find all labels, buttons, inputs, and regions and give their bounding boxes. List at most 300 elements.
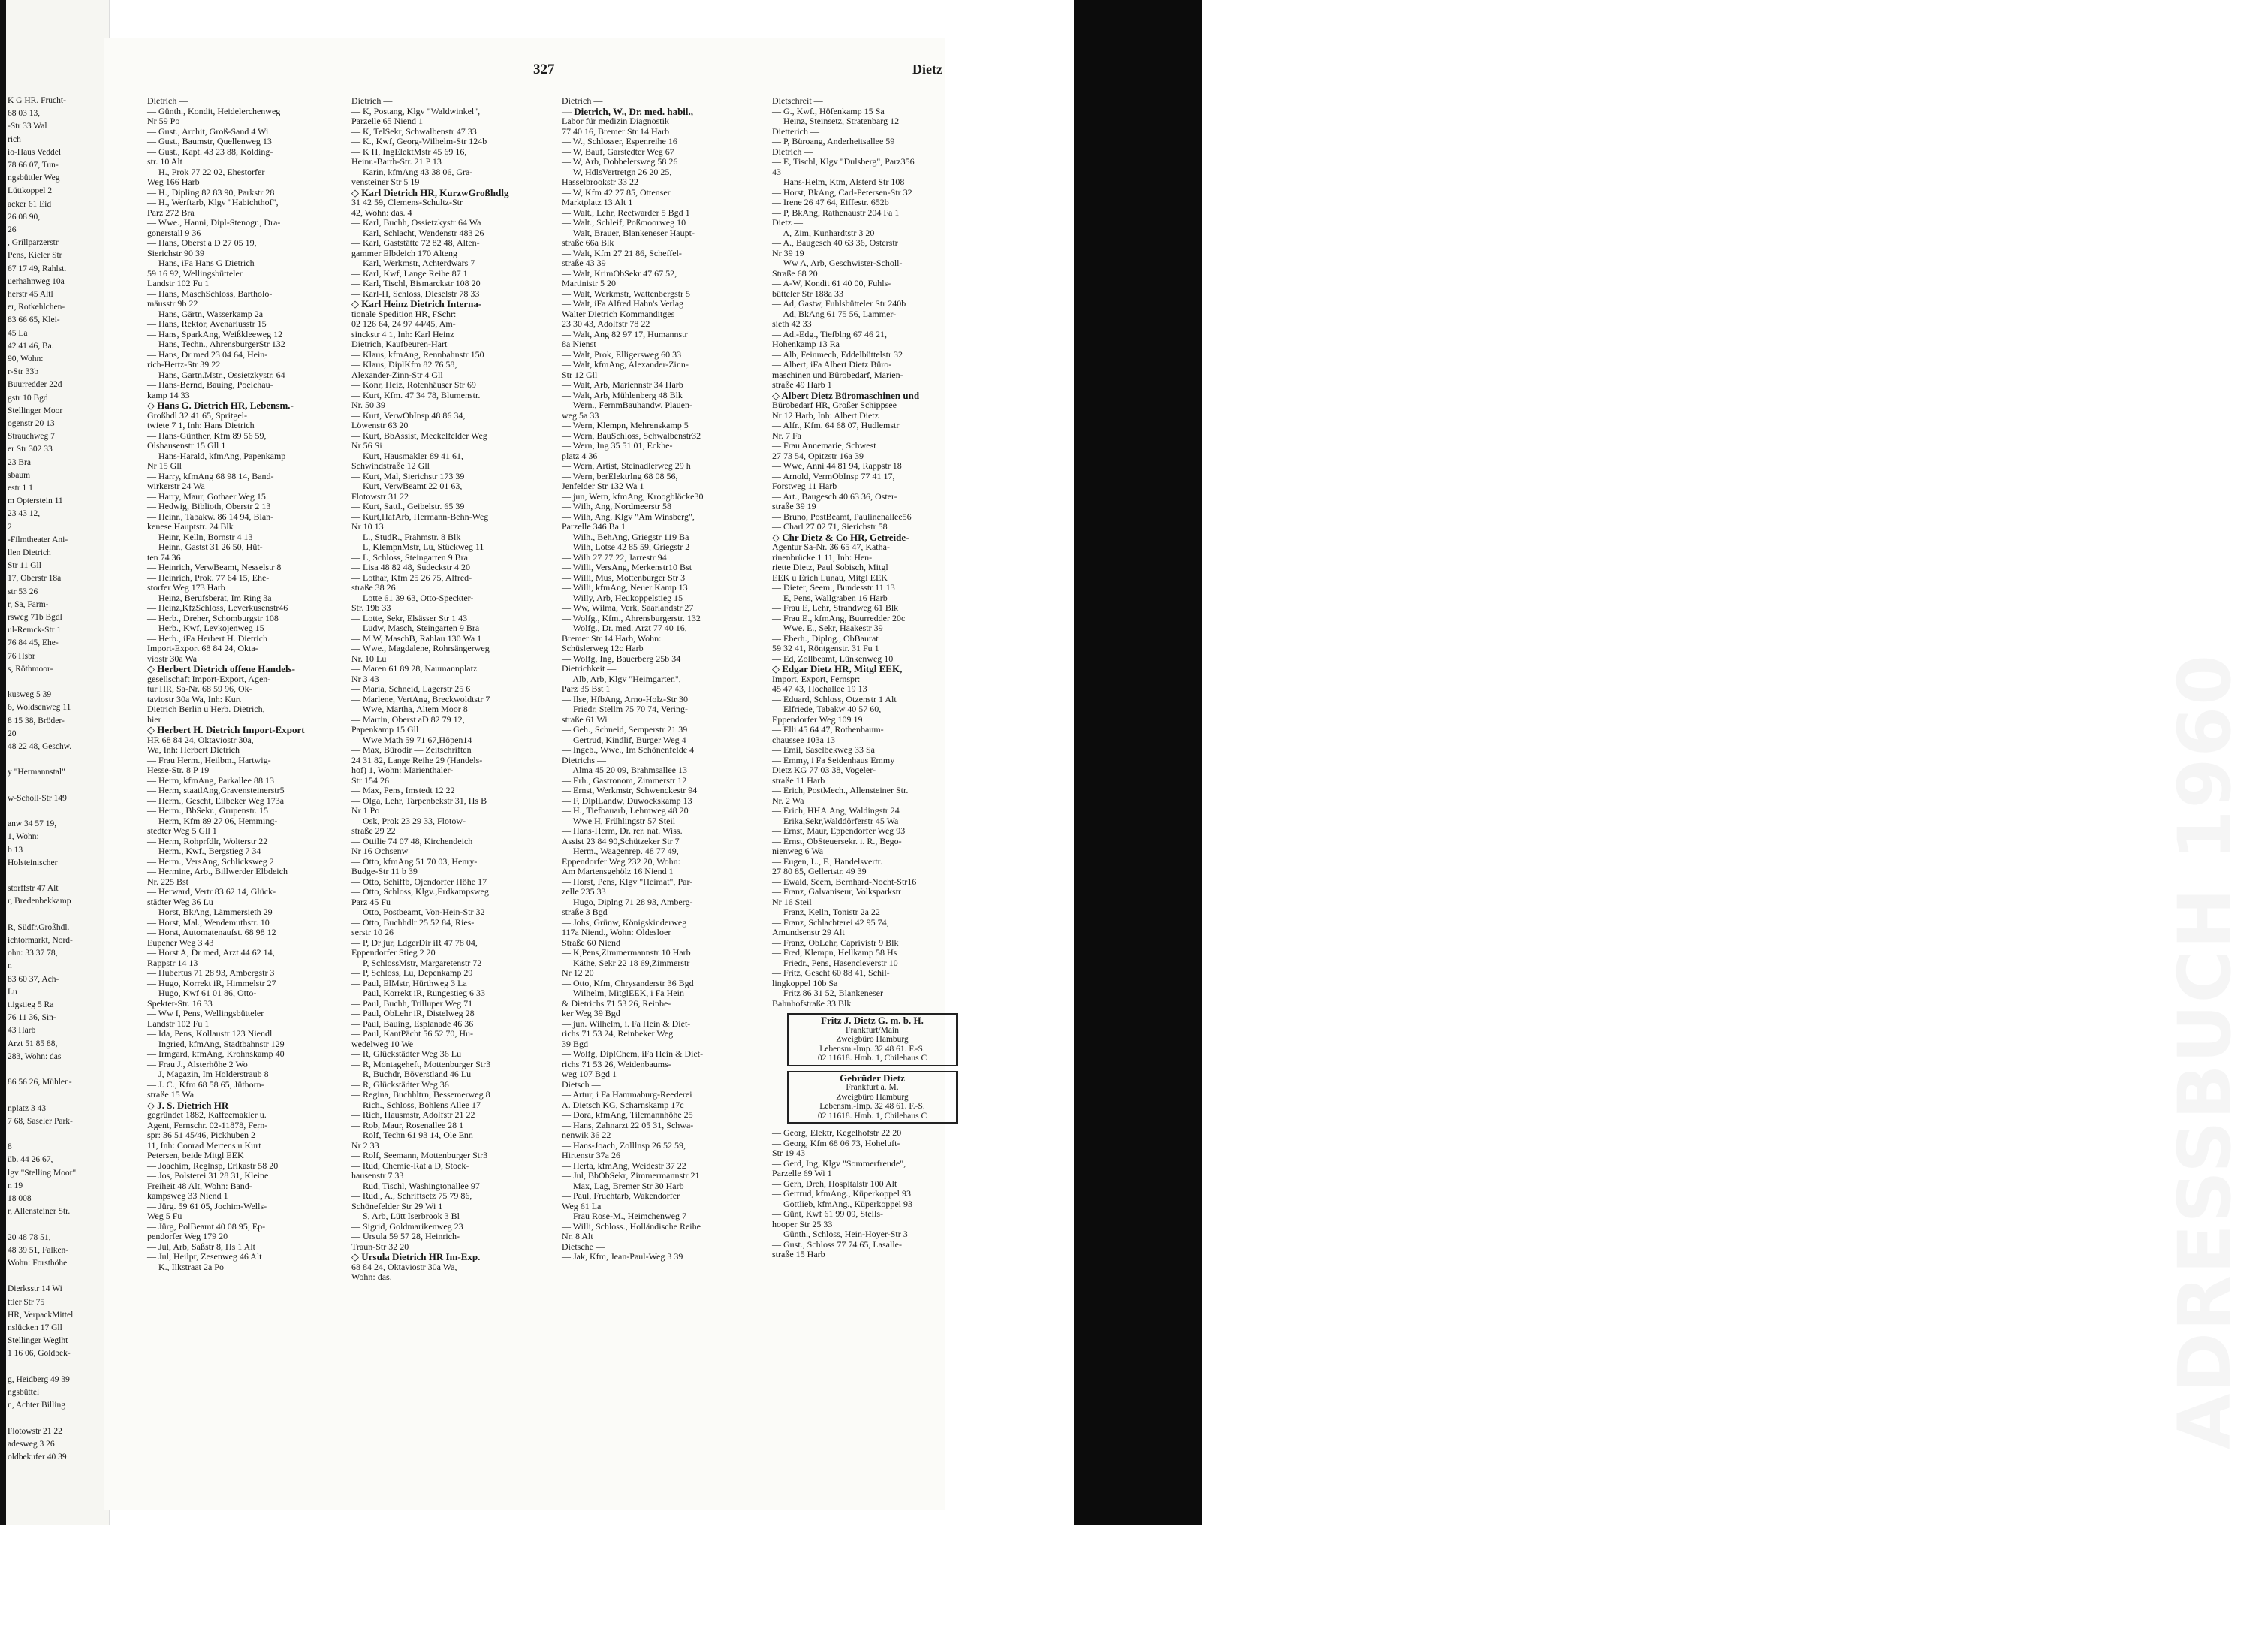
directory-entry-line: ◇ J. S. Dietrich HR <box>147 1099 229 1111</box>
directory-entry-line: Hirtenstr 37a 26 <box>562 1150 620 1160</box>
directory-entry-line: Agent, Fernschr. 02-11878, Fern- <box>147 1119 268 1130</box>
directory-entry-line: Schüslerweg 12c Harb <box>562 643 644 653</box>
directory-entry-line: — Gertrud, kfmAng., Küperkoppel 93 <box>772 1188 911 1199</box>
directory-entry-line: — L., StudR., Frahmstr. 8 Blk <box>351 531 461 542</box>
directory-entry-line: — K, TelSekr, Schwalbenstr 47 33 <box>351 125 477 137</box>
directory-entry-line: hausenstr 7 33 <box>351 1170 404 1181</box>
directory-entry-line: — A, Zim, Kunhardtstr 3 20 <box>772 227 875 238</box>
directory-entry-line: Bremer Str 14 Harb, Wohn: <box>562 632 662 644</box>
directory-entry-line: — Ww I, Pens, Wellingsbütteler <box>147 1008 264 1018</box>
directory-entry-line: serstr 10 26 <box>351 927 394 937</box>
directory-entry-line: — R, Glückstädter Weg 36 <box>351 1078 449 1090</box>
directory-entry-line: 24 31 82, Lange Reihe 29 (Handels- <box>351 754 483 765</box>
directory-entry-line: — Eberh., Diplng., ObBaurat <box>772 632 879 644</box>
directory-entry-line: — Kurt, Kfm. 47 34 78, Blumenstr. <box>351 389 481 400</box>
directory-entry-line: — Konr, Heiz, Rotenhäuser Str 69 <box>351 379 476 390</box>
directory-entry-line: Nr. 10 Lu <box>351 653 387 664</box>
directory-entry-line: & Dietrichs 71 53 26, Reinbe- <box>562 997 671 1009</box>
directory-entry-line: — Hugo, Kwf 61 01 86, Otto- <box>147 988 257 998</box>
directory-entry-line: — Rud, Chemie-Rat a D, Stock- <box>351 1160 469 1171</box>
directory-entry-line: — Art., Baugesch 40 63 36, Oster- <box>772 490 897 502</box>
column-3 <box>562 96 766 1262</box>
directory-entry-line: 59 16 92, Wellingsbütteler <box>147 267 243 279</box>
previous-page-line: 17, Oberstr 18a <box>8 574 62 584</box>
directory-entry-line: straße 66a Blk <box>562 237 614 248</box>
previous-page-line: w-Scholl-Str 149 <box>8 793 67 803</box>
directory-entry-line: — Max, Pens, Imstedt 12 22 <box>351 785 455 795</box>
previous-page-line: n 19 <box>8 1181 23 1190</box>
directory-entry-line: HR 68 84 24, Oktaviostr 30a, <box>147 734 254 745</box>
directory-entry-line: 27 80 85, Gellertstr. 49 39 <box>772 866 867 876</box>
directory-entry-line: Hesse-Str. 8 P 19 <box>147 765 210 775</box>
directory-entry-line: vensteiner Str 5 19 <box>351 176 420 187</box>
directory-entry-line: storfer Weg 173 Harb <box>147 582 225 593</box>
directory-entry-line: — P, SchlossMstr, Margaretenstr 72 <box>351 957 482 968</box>
directory-entry-line: — Lotte 61 39 63, Otto-Speckter- <box>351 592 474 603</box>
directory-entry-line: — Klaus, kfmAng, Rennbahnstr 150 <box>351 348 484 360</box>
directory-entry-line: tur HR, Sa-Nr. 68 59 96, Ok- <box>147 683 252 694</box>
directory-entry-line: Eppendorfer Stieg 2 20 <box>351 947 436 958</box>
previous-page-line: adesweg 3 26 <box>8 1439 55 1449</box>
directory-entry-line: — Walt, Arb, Mariennstr 34 Harb <box>562 379 683 390</box>
directory-entry-line: — K H, IngElektMstr 45 69 16, <box>351 146 467 157</box>
directory-entry-line: — F, DiplLandw, Duwockskamp 13 <box>562 795 692 806</box>
directory-entry-line: Weg 166 Harb <box>147 176 200 187</box>
previous-page-line: ngsbüttler Weg <box>8 173 60 183</box>
previous-page-line: 20 48 78 51, <box>8 1232 51 1242</box>
directory-entry-line: Amundsenstr 29 Alt <box>772 927 845 937</box>
directory-entry-line: — Willy, Arb, Heukoppelstieg 15 <box>562 592 683 603</box>
directory-entry-line: ◇ Karl Heinz Dietrich Interna- <box>351 298 482 309</box>
directory-entry-line: lingkoppel 10b Sa <box>772 977 838 988</box>
directory-entry-line: — Rud., A., Schriftsetz 75 79 86, <box>351 1190 472 1201</box>
directory-entry-line: — Wern, Artist, Steinadlerweg 29 h <box>562 460 691 471</box>
directory-entry-line: Wa, Inh: Herbert Dietrich <box>147 744 240 755</box>
scan-bottom-margin <box>0 1525 1202 1635</box>
directory-entry-line: — Wwe. E., Sekr, Haakestr 39 <box>772 623 883 633</box>
directory-entry-line: richs 71 53 26, Weidenbaums- <box>562 1058 671 1069</box>
directory-entry-line: Nr 10 13 <box>351 521 384 532</box>
directory-entry-line: Landstr 102 Fu 1 <box>147 278 210 288</box>
previous-page-line: Lu <box>8 987 17 997</box>
directory-entry-line: 27 73 54, Opitzstr 16a 39 <box>772 450 864 461</box>
directory-entry-line: — Wern, Ing 35 51 01, Eckhe- <box>562 440 673 451</box>
directory-entry-line: — Elfriede, Tabakw 40 57 60, <box>772 704 882 714</box>
directory-entry-line: — Hans-Herm, Dr. rer. nat. Wiss. <box>562 825 683 836</box>
directory-entry-line: Dietrichkeit — <box>562 663 617 674</box>
directory-entry-line: — Jak, Kfm, Jean-Paul-Weg 3 39 <box>562 1251 683 1262</box>
directory-entry-line: 45 47 43, Hochallee 19 13 <box>772 683 867 694</box>
directory-entry-line: 59 32 41, Röntgenstr. 31 Fu 1 <box>772 643 879 653</box>
previous-page-line: rsweg 71b Bgdl <box>8 613 62 622</box>
previous-page-line: 7 68, Saseler Park- <box>8 1116 73 1126</box>
directory-entry-line: — Hans-Helm, Ktm, Alsterd Str 108 <box>772 176 905 187</box>
previous-page-line: b 13 <box>8 845 23 855</box>
directory-entry-line: Flotowstr 31 22 <box>351 490 409 502</box>
directory-entry-line: — A., Baugesch 40 63 36, Osterstr <box>772 237 898 248</box>
directory-entry-line: Nr 39 19 <box>772 247 804 258</box>
directory-entry-line: — Georg, Elektr, Kegelhofstr 22 20 <box>772 1127 902 1138</box>
directory-entry-line: — Horst, Pens, Klgv "Heimat", Par- <box>562 876 693 887</box>
directory-entry-line: — Emmy, i Fa Seidenhaus Emmy <box>772 754 895 765</box>
directory-entry-line: Jenfelder Str 132 Wa 1 <box>562 481 644 491</box>
directory-entry-line: straße 38 26 <box>351 582 396 593</box>
directory-entry-line: — Willi, kfmAng, Neuer Kamp 13 <box>562 582 688 593</box>
directory-entry-line: ◇ Edgar Dietz HR, Mitgl EEK, <box>772 663 903 674</box>
directory-entry-line: spr: 36 51 45/46, Pickhuben 2 <box>147 1130 255 1140</box>
directory-entry-line: — K., Ilkstraat 2a Po <box>147 1261 224 1272</box>
directory-entry-line: — Geh., Schneid, Semperstr 21 39 <box>562 724 688 735</box>
directory-entry-line: gegründet 1882, Kaffeemakler u. <box>147 1109 267 1120</box>
directory-entry-line: — Herb., iFa Herbert H. Dietrich <box>147 632 267 644</box>
directory-entry-line: — Frau Rose-M., Heimchenweg 7 <box>562 1211 686 1221</box>
directory-entry-line: — Franz, Kelln, Tonistr 2a 22 <box>772 906 880 917</box>
previous-page-line: er Str 302 33 <box>8 445 53 454</box>
previous-page-line: Buurredder 22d <box>8 380 62 390</box>
directory-entry-line: straße 61 Wi <box>562 713 608 725</box>
directory-entry-line: — Max, Lag, Bremer Str 30 Harb <box>562 1180 684 1191</box>
previous-page-line: 23 43 12, <box>8 509 41 519</box>
directory-entry-line: 23 30 43, Adolfstr 78 22 <box>562 318 650 329</box>
directory-entry-line: — Gottlieb, kfmAng., Küperkoppel 93 <box>772 1198 912 1209</box>
directory-entry-line: Am Martensgehölz 16 Niend 1 <box>562 866 674 876</box>
directory-entry-line: Dietrich — <box>351 95 393 106</box>
directory-entry-line: ◇ Chr Dietz & Co HR, Getreide- <box>772 531 909 543</box>
advertisement-title: Gebrüder Dietz <box>840 1072 905 1084</box>
directory-entry-line: — L, KlempnMstr, Lu, Stückweg 11 <box>351 541 484 552</box>
directory-entry-line: — Georg, Kfm 68 06 73, Hoheluft- <box>772 1137 900 1148</box>
directory-entry-line: — J. C., Kfm 68 58 65, Jüthorn- <box>147 1078 264 1090</box>
directory-entry-line: Martinistr 5 20 <box>562 278 616 288</box>
previous-page-line: 48 22 48, Geschw. <box>8 742 72 751</box>
directory-entry-line: — Hans, Zahnarzt 22 05 31, Schwa- <box>562 1119 694 1130</box>
directory-entry-line: hier <box>147 713 161 725</box>
directory-entry-line: zelle 235 33 <box>562 886 606 897</box>
directory-entry-line: — Kurt, Mal, Sierichstr 173 39 <box>351 470 465 481</box>
previous-page-line: Arzt 51 85 88, <box>8 1039 58 1048</box>
directory-entry-line: Nr. 7 Fa <box>772 430 801 441</box>
directory-entry-line: — Ed, Zollbeamt, Lünkenweg 10 <box>772 653 894 664</box>
previous-page-line: Holsteinischer <box>8 858 58 867</box>
page-gutter-shadow <box>0 0 6 1525</box>
directory-entry-line: weg 5a 33 <box>562 409 599 421</box>
directory-entry-line: — Frau J., Alsterhöhe 2 Wo <box>147 1058 248 1069</box>
previous-page-line: 1 16 06, Goldbek- <box>8 1349 71 1359</box>
directory-entry-line: gesellschaft Import-Export, Agen- <box>147 673 271 684</box>
directory-entry-line: — Heinrich, VerwBeamt, Nesselstr 8 <box>147 562 282 572</box>
directory-entry-line: Nr 12 Harb, Inh: Albert Dietz <box>772 409 879 421</box>
previous-page-line: R, Südfr.Großhdl. <box>8 922 70 932</box>
directory-entry-line: — Karl, Gaststätte 72 82 48, Alten- <box>351 237 480 248</box>
directory-entry-line: — Hugo, Diplng 71 28 93, Amberg- <box>562 896 693 907</box>
column-2 <box>351 96 554 1283</box>
previous-page-line: HR, VerpackMittel <box>8 1310 74 1320</box>
previous-page-line: uerhahnweg 10a <box>8 276 65 286</box>
directory-entry-line: Parzelle 65 Niend 1 <box>351 116 423 126</box>
directory-entry-line: Schwindstraße 12 Gll <box>351 460 430 471</box>
directory-entry-line: — W., Schlosser, Espenreihe 16 <box>562 136 677 146</box>
directory-entry-line: — H., Prok 77 22 02, Ehestorfer <box>147 166 265 177</box>
previous-page-line: m Opterstein 11 <box>8 496 63 506</box>
directory-entry-line: — Gust., Baumstr, Quellenweg 13 <box>147 136 272 146</box>
directory-entry-line: — Walt, KrimObSekr 47 67 52, <box>562 267 677 279</box>
directory-entry-line: — Erh., Gastronom, Zimmerstr 12 <box>562 774 687 786</box>
previous-page-line: 76 11 36, Sin- <box>8 1013 56 1023</box>
directory-entry-line: Labor für medizin Diagnostik <box>562 116 669 126</box>
advertisement-line: Frankfurt/Main <box>846 1025 899 1035</box>
previous-page-line: 68 03 13, <box>8 109 41 119</box>
directory-entry-line: 68 84 24, Oktaviostr 30a Wa, <box>351 1261 457 1272</box>
directory-entry-line: ◇ Hans G. Dietrich HR, Lebensm.- <box>147 400 294 411</box>
directory-entry-line: — Franz, Galvaniseur, Volksparkstr <box>772 886 902 897</box>
directory-entry-line: — Jul, Arb, Saßstr 8, Hs 1 Alt <box>147 1241 256 1252</box>
directory-entry-line: Nr 12 20 <box>562 967 594 978</box>
directory-entry-line: Nr 59 Po <box>147 116 180 126</box>
directory-entry-line: — Irmgard, kfmAng, Krohnskamp 40 <box>147 1048 285 1059</box>
directory-entry-line: rich-Hertz-Str 39 22 <box>147 359 221 370</box>
directory-entry-line: ◇ Albert Dietz Büromaschinen und <box>772 389 920 401</box>
previous-page-line: 6, Woldsenweg 11 <box>8 703 71 713</box>
directory-entry-line: — Paul, ObLehr iR, Distelweg 28 <box>351 1008 475 1018</box>
directory-entry-line: Weg 5 Fu <box>147 1211 182 1221</box>
previous-page-line: Wohn: Forsthöhe <box>8 1259 68 1268</box>
directory-entry-line: EEK u Erich Lunau, Mitgl EEK <box>772 572 888 583</box>
directory-entry-line: straße 43 39 <box>562 258 606 268</box>
directory-entry-line: — Hans-Harald, kfmAng, Papenkamp <box>147 450 286 461</box>
directory-entry-line: — Hans, Techn., AhrensburgerStr 132 <box>147 339 285 349</box>
book-edge-black <box>1074 0 2247 1540</box>
directory-entry-line: A. Dietsch KG, Scharnskamp 17c <box>562 1099 684 1110</box>
directory-entry-line: — Gertrud, Kindlif, Burger Weg 4 <box>562 734 686 745</box>
directory-entry-line: — Gust., Schloss 77 74 65, Lasalle- <box>772 1238 902 1250</box>
directory-entry-line: — Martin, Oberst aD 82 79 12, <box>351 713 465 725</box>
directory-entry-line: kampsweg 33 Niend 1 <box>147 1190 228 1201</box>
previous-page-line: storffstr 47 Alt <box>8 884 59 894</box>
directory-entry-line: straße 49 Harb 1 <box>772 379 832 390</box>
directory-entry-line: — Fritz 86 31 52, Blankeneser <box>772 988 883 998</box>
directory-entry-line: Löwenstr 63 20 <box>351 420 409 430</box>
directory-entry-line: 43 <box>772 166 781 177</box>
directory-entry-line: platz 4 36 <box>562 450 598 461</box>
directory-entry-line: — H., Tiefbauarb, Lehmweg 48 20 <box>562 805 689 816</box>
directory-entry-line: — Karl, Buchh, Ossietzkystr 64 Wa <box>351 217 481 228</box>
directory-entry-line: — Johs, Grünw, Königskinderweg <box>562 916 687 928</box>
directory-entry-line: — Walt, Werkmstr, Wattenbergstr 5 <box>562 288 691 299</box>
directory-entry-line: Schönefelder Str 29 Wi 1 <box>351 1200 443 1211</box>
directory-entry-line: — L, Schloss, Steingarten 9 Bra <box>351 551 468 563</box>
directory-entry-line: — Otto, kfmAng 51 70 03, Henry- <box>351 855 478 867</box>
advertisement-line: 02 11618. Hmb. 1, Chilehaus C <box>817 1054 927 1063</box>
directory-entry-line: — S, Arb, Lütt Iserbrook 3 Bl <box>351 1211 460 1221</box>
previous-page-line: Pens, Kieler Str <box>8 251 62 261</box>
directory-entry-line: Bahnhofstraße 33 Blk <box>772 997 852 1009</box>
directory-entry-line: — K, Postang, Klgv "Waldwinkel", <box>351 105 481 116</box>
directory-entry-line: gonerstall 9 36 <box>147 227 201 238</box>
directory-entry-line: — Eduard, Schloss, Otzenstr 1 Alt <box>772 693 897 704</box>
directory-entry-line: — Ad, Gastw, Fuhlsbütteler Str 240b <box>772 298 906 309</box>
directory-entry-line: kamp 14 33 <box>147 389 190 400</box>
directory-entry-line: — Wolfg., Kfm., Ahrensburgerstr. 132 <box>562 612 701 623</box>
directory-entry-line: — Ad, BkAng 61 75 56, Lammer- <box>772 308 897 319</box>
directory-entry-line: Nr 2 33 <box>351 1139 379 1151</box>
directory-entry-line: — P, Dr jur, LdgerDir iR 47 78 04, <box>351 937 478 948</box>
directory-entry-line: — Hans-Günther, Kfm 89 56 59, <box>147 430 267 441</box>
directory-entry-line: stedter Weg 5 Gll 1 <box>147 825 217 836</box>
directory-entry-line: — Alb, Arb, Klgv "Heimgarten", <box>562 673 681 684</box>
directory-entry-line: — Karl-H, Schloss, Dieselstr 78 33 <box>351 288 480 299</box>
page-number: 327 <box>533 62 555 77</box>
directory-entry-line: Nr 15 Gll <box>147 460 182 471</box>
previous-page-line: 83 66 65, Klei- <box>8 315 60 325</box>
directory-entry-line: — Ernst, Werkmstr, Schwenckestr 94 <box>562 785 698 795</box>
directory-entry-line: straße 11 Harb <box>772 774 825 786</box>
directory-entry-line: kenese Hauptstr. 24 Blk <box>147 521 234 532</box>
previous-page-line: 1, Wohn: <box>8 832 39 842</box>
directory-entry-line: Nr. 8 Alt <box>562 1231 593 1241</box>
directory-entry-line: — Hans, SparkAng, Weißkleeweg 12 <box>147 328 283 339</box>
directory-entry-line: städter Weg 36 Lu <box>147 896 213 907</box>
directory-entry-line: — Friedr., Pens, Hasencleverstr 10 <box>772 957 898 968</box>
directory-entry-line: — Marlene, VertAng, Breckwoldtstr 7 <box>351 693 490 704</box>
advertisement-title: Fritz J. Dietz G. m. b. H. <box>821 1015 924 1026</box>
directory-entry-line: — R, Montageheft, Mottenburger Str3 <box>351 1058 491 1069</box>
directory-entry-line: Dietrich, Kaufbeuren-Hart <box>351 339 448 349</box>
directory-entry-line: — Ww A, Arb, Geschwister-Scholl- <box>772 258 903 268</box>
previous-page-line: kusweg 5 39 <box>8 690 52 700</box>
directory-entry-line: Weg 61 La <box>562 1200 602 1211</box>
directory-entry-line: — Otto, Schloss, Klgv.,Erdkampsweg <box>351 886 489 897</box>
previous-page-line: K G HR. Frucht- <box>8 96 66 105</box>
directory-entry-line: Petersen, beide Mitgl EEK <box>147 1150 244 1160</box>
directory-entry-line: straße 39 19 <box>772 501 816 511</box>
directory-entry-line: straße 3 Bgd <box>562 906 608 917</box>
directory-entry-line: pendorfer Weg 179 20 <box>147 1231 228 1241</box>
directory-entry-line: — Wwe H, Frühlingstr 57 Steil <box>562 815 676 826</box>
directory-entry-line: 8a Nienst <box>562 339 596 349</box>
previous-page-line: r, Sa, Farm- <box>8 599 49 609</box>
directory-entry-line: — Emil, Saselbekweg 33 Sa <box>772 744 875 755</box>
directory-entry-line: wirkerstr 24 Wa <box>147 481 205 491</box>
previous-page-line: Str 11 Gll <box>8 561 41 571</box>
directory-entry-line: — Heinz,KfzSchloss, Leverkusenstr46 <box>147 602 288 613</box>
previous-page-line: 76 Hsbr <box>8 651 35 661</box>
directory-entry-line: — Paul, Buchh, Trilluper Weg 71 <box>351 997 473 1009</box>
directory-entry-line: — Willi, Schloss., Holländische Reihe <box>562 1220 701 1232</box>
directory-entry-line: — Paul, KantPächt 56 52 70, Hu- <box>351 1028 473 1039</box>
directory-entry-line: Parzelle 346 Ba 1 <box>562 521 626 532</box>
directory-entry-line: — Friedr, Stellm 75 70 74, Vering- <box>562 704 688 714</box>
directory-entry-line: Hohenkamp 13 Ra <box>772 339 840 349</box>
directory-entry-line: — Maria, Schneid, Lagerstr 25 6 <box>351 683 471 694</box>
directory-entry-line: — Frau Annemarie, Schwest <box>772 440 876 451</box>
directory-entry-line: — Herm., BbSekr., Grupenstr. 15 <box>147 805 268 816</box>
directory-entry-line: — Kurt, VerwObInsp 48 86 34, <box>351 409 466 421</box>
directory-entry-line: — Alb, Feinmech, Eddelbüttelstr 32 <box>772 348 903 360</box>
previous-page-line: , Grillparzerstr <box>8 238 59 248</box>
previous-page-line: lgv "Stelling Moor" <box>8 1168 77 1178</box>
directory-entry-line: — Walt, Arb, Mühlenberg 48 Blk <box>562 389 683 400</box>
previous-page-line: acker 61 Eid <box>8 199 52 209</box>
advertisement-line: Lebensm.-Imp. 32 48 61. F.-S. <box>819 1102 925 1111</box>
directory-entry-line: — Franz, ObLehr, Caprivistr 9 Blk <box>772 937 899 948</box>
column-1 <box>147 96 344 1272</box>
previous-page-line: llen Dietrich <box>8 548 51 557</box>
previous-page-edge <box>0 0 110 1525</box>
running-head: Dietz <box>912 62 942 77</box>
previous-page-line: r, Bredenbekkamp <box>8 897 71 906</box>
directory-entry-line: — Ida, Pens, Kollaustr 123 Niendl <box>147 1028 273 1039</box>
directory-entry-line: Alexander-Zinn-Str 4 Gll <box>351 369 443 380</box>
directory-entry-line: — Jürg. 59 61 05, Jochim-Wells- <box>147 1200 267 1211</box>
directory-entry-line: — Wwe, Anni 44 81 94, Rappstr 18 <box>772 460 902 471</box>
directory-entry-line: — Wilh 27 77 22, Jarrestr 94 <box>562 551 667 563</box>
directory-entry-line: — K., Kwf, Georg-Wilhelm-Str 124b <box>351 136 487 146</box>
previous-page-line: -Filmtheater Ani- <box>8 535 68 544</box>
previous-page-line: nplatz 3 43 <box>8 1103 47 1113</box>
directory-entry-line: ◇ Herbert H. Dietrich Import-Export <box>147 724 305 735</box>
directory-entry-line: — Gerd, Ing, Klgv "Sommerfreude", <box>772 1157 906 1169</box>
directory-entry-line: Nr 16 Ochsenw <box>351 846 409 856</box>
directory-entry-line: 77 40 16, Bremer Str 14 Harb <box>562 125 669 137</box>
directory-entry-line: — Klaus, DiplKfm 82 76 58, <box>351 359 457 370</box>
previous-page-line: r, Allensteiner Str. <box>8 1207 71 1217</box>
directory-entry-line: Dietz — <box>772 217 803 228</box>
directory-entry-line: — Rob, Maur, Rosenallee 28 1 <box>351 1119 464 1130</box>
directory-entry-line: — Hans, MaschSchloss, Bartholo- <box>147 288 273 299</box>
previous-page-line: n <box>8 961 12 971</box>
directory-entry-line: — Alma 45 20 09, Brahmsallee 13 <box>562 765 687 775</box>
directory-entry-line: — Hans, iFa Hans G Dietrich <box>147 258 255 268</box>
directory-entry-line: — Kurt,HafArb, Hermann-Behn-Weg <box>351 511 489 522</box>
directory-entry-line: — Lotte, Sekr, Elsässer Str 1 43 <box>351 612 468 623</box>
directory-entry-line: — Kurt, Sattl., Geibelstr. 65 39 <box>351 501 465 511</box>
directory-entry-line: — Jos, Polsterei 31 28 31, Kleine <box>147 1170 269 1181</box>
directory-entry-line: Str 12 Gll <box>562 369 598 380</box>
directory-entry-line: — Ewald, Seem, Bernhard-Nocht-Str16 <box>772 876 917 887</box>
directory-entry-line: — Wwe, Martha, Altem Moor 8 <box>351 704 468 714</box>
directory-entry-line: — Karl, Kwf, Lange Reihe 87 1 <box>351 267 468 279</box>
directory-entry-line: — Herm., Gescht, Eilbeker Weg 173a <box>147 795 285 806</box>
directory-entry-line: Forstweg 11 Harb <box>772 481 837 491</box>
directory-entry-line: nenwik 36 22 <box>562 1130 611 1140</box>
advertisement-line: Lebensm.-Imp. 32 48 61. F.-S. <box>819 1044 925 1054</box>
directory-entry-line: Dietrich — <box>562 95 603 106</box>
directory-entry-line: — R, Glückstädter Weg 36 Lu <box>351 1048 462 1059</box>
previous-page-line: Strauchweg 7 <box>8 432 55 442</box>
directory-entry-line: — Herm, Kfm 89 27 06, Hemming- <box>147 815 278 826</box>
directory-entry-line: — Günt, Kwf 61 99 09, Stells- <box>772 1208 883 1219</box>
directory-entry-line: — Kurt, VerwBeamt 22 01 63, <box>351 481 463 491</box>
directory-entry-line: — Dieter, Seem., Bundesstr 11 13 <box>772 582 895 593</box>
previous-page-line: nslücken 17 Gll <box>8 1323 62 1332</box>
directory-entry-line: viostr 30a Wa <box>147 653 198 664</box>
directory-entry-line: twiete 7 1, Inh: Hans Dietrich <box>147 420 255 430</box>
directory-entry-line: — Hubertus 71 28 93, Ambergstr 3 <box>147 967 275 978</box>
directory-entry-line: — Hugo, Korrekt iR, Himmelstr 27 <box>147 977 276 988</box>
directory-entry-line: Nr. 50 39 <box>351 400 385 410</box>
directory-entry-line: Str 19 43 <box>772 1148 806 1158</box>
directory-entry-line: — Hans, Rektor, Avenariusstr 15 <box>147 318 267 329</box>
previous-page-line: sbaum <box>8 470 31 480</box>
directory-entry-line: Assist 23 84 90,Schützeker Str 7 <box>562 835 680 846</box>
directory-entry-line: 31 42 59, Clemens-Schultz-Str <box>351 197 463 207</box>
directory-entry-line: — Bruno, PostBeamt, Paulinenallee56 <box>772 511 912 522</box>
directory-entry-line: — Walt., Schleif, Poßmoorweg 10 <box>562 217 686 228</box>
directory-entry-line: — Heinz, Steinsetz, Stratenbarg 12 <box>772 116 900 126</box>
directory-entry-line: ker Weg 39 Bgd <box>562 1008 620 1018</box>
previous-page-line: gstr 10 Bgd <box>8 393 48 403</box>
directory-entry-line: — G., Kwf., Höfenkamp 15 Sa <box>772 105 885 116</box>
